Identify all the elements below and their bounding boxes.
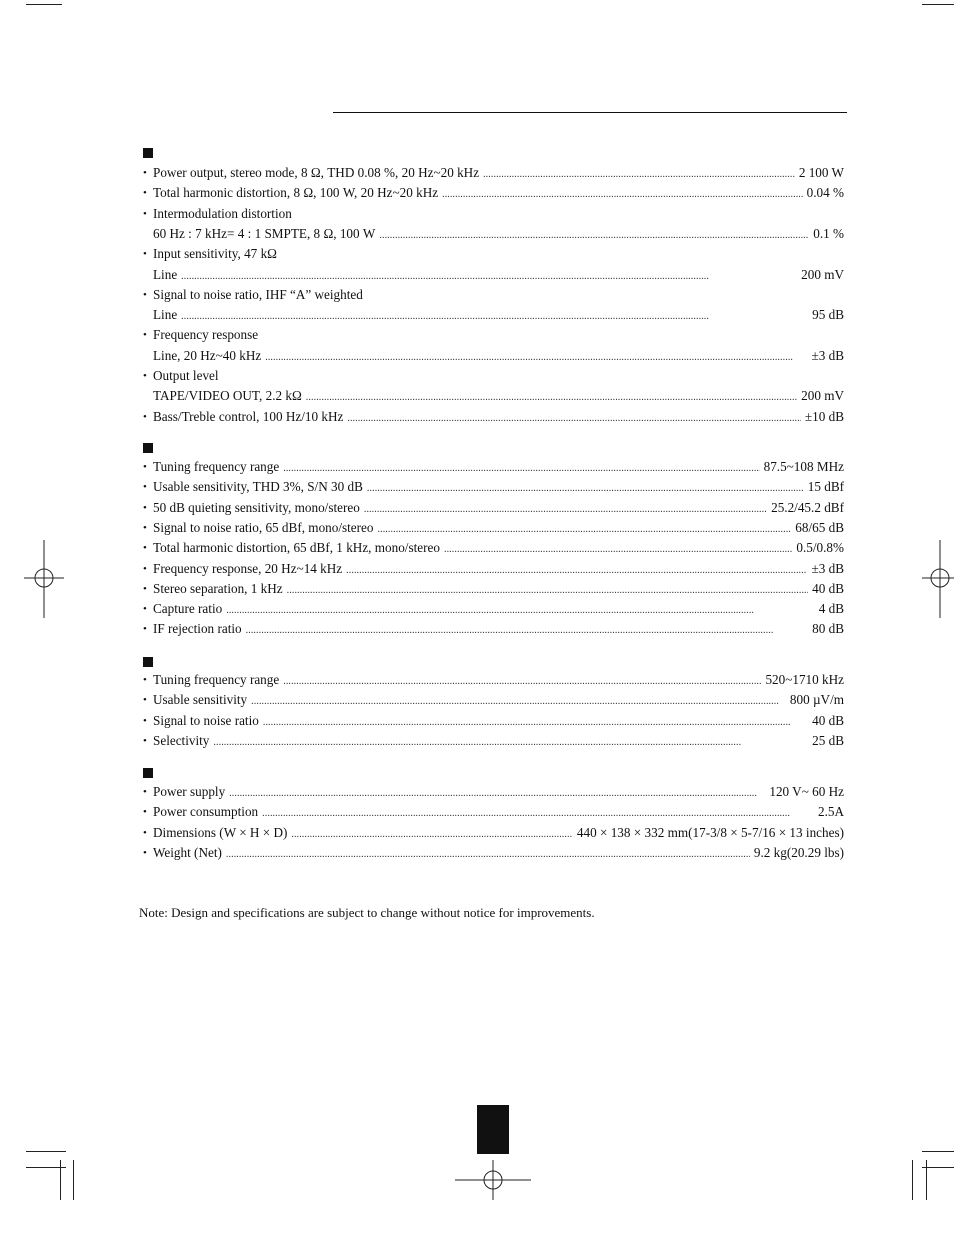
indent-spacer bbox=[143, 347, 153, 365]
spec-label: Weight (Net) bbox=[153, 844, 222, 860]
dot-leader bbox=[442, 184, 803, 202]
spec-row bbox=[143, 245, 844, 263]
indent-spacer bbox=[143, 266, 153, 284]
spec-label: Tuning frequency range bbox=[153, 459, 280, 474]
dot-leader bbox=[306, 387, 797, 405]
spec-label: Intermodulation distortion bbox=[153, 205, 292, 221]
spec-label: Power output, stereo mode, 8 Ω, THD 0.08 %, 20 Hz~20 kHz bbox=[153, 165, 480, 180]
spec-value: 2.5A bbox=[817, 804, 844, 820]
spec-value: 200 mV bbox=[801, 388, 844, 404]
bullet-icon: • bbox=[143, 674, 147, 686]
spec-value: 9.2 kg(20.29 lbs) bbox=[753, 844, 844, 860]
spec-value: 68/65 dB bbox=[795, 519, 844, 535]
bullet-icon: • bbox=[143, 734, 147, 747]
bullet-icon: • bbox=[143, 582, 147, 595]
section-marker bbox=[143, 148, 153, 158]
spec-value: ±3 dB bbox=[811, 560, 844, 576]
spec-row bbox=[143, 286, 844, 304]
bullet-icon: • bbox=[143, 370, 147, 382]
bullet-icon: • bbox=[143, 410, 147, 423]
spec-label: Tuning frequency range bbox=[153, 672, 280, 687]
spec-label: Power supply bbox=[153, 784, 226, 799]
spec-label: Dimensions (W × H × D) bbox=[153, 824, 288, 840]
spec-value: 0.5/0.8% bbox=[796, 540, 844, 556]
bullet-icon: • bbox=[143, 623, 147, 636]
registration-mark-icon bbox=[24, 540, 64, 618]
spec-row bbox=[143, 387, 844, 405]
spec-row bbox=[143, 499, 844, 517]
spec-label: Power consumption bbox=[153, 804, 259, 820]
bullet-icon: • bbox=[143, 542, 147, 555]
dot-leader bbox=[346, 560, 807, 578]
spec-label: Stereo separation, 1 kHz bbox=[153, 580, 283, 596]
bullet-icon: • bbox=[143, 207, 147, 220]
spec-value: 25 dB bbox=[812, 732, 844, 748]
section-marker bbox=[143, 657, 153, 667]
spec-value: 80 dB bbox=[812, 621, 844, 637]
bullet-icon: • bbox=[143, 694, 147, 707]
spec-row bbox=[143, 326, 844, 344]
spec-label: Signal to noise ratio, 65 dBf, mono/stereo bbox=[153, 519, 374, 535]
indent-spacer bbox=[143, 225, 153, 243]
dot-leader bbox=[379, 225, 809, 243]
dot-leader bbox=[181, 306, 808, 324]
spec-row bbox=[143, 519, 844, 537]
dot-leader bbox=[229, 783, 765, 801]
dot-leader bbox=[251, 691, 786, 709]
page-number-block bbox=[477, 1105, 509, 1154]
spec-row bbox=[143, 803, 844, 821]
bullet-icon: • bbox=[143, 461, 147, 473]
dot-leader bbox=[283, 458, 759, 476]
spec-label: Total harmonic distortion, 8 Ω, 100 W, 20 Hz~20 kHz bbox=[153, 185, 439, 201]
spec-label: 60 Hz : 7 kHz= 4 : 1 SMPTE, 8 Ω, 100 W bbox=[153, 225, 376, 241]
bullet-icon: • bbox=[143, 329, 147, 342]
dot-leader bbox=[226, 844, 750, 862]
bullet-icon: • bbox=[143, 846, 147, 859]
spec-label: Bass/Treble control, 100 Hz/10 kHz bbox=[153, 408, 344, 424]
spec-row bbox=[143, 408, 844, 426]
section-marker bbox=[143, 768, 153, 778]
spec-value: 0.1 % bbox=[813, 225, 844, 241]
spec-label: Output level bbox=[153, 368, 219, 383]
spec-row bbox=[143, 732, 844, 750]
dot-leader bbox=[283, 671, 761, 689]
spec-label: TAPE/VIDEO OUT, 2.2 kΩ bbox=[153, 388, 302, 404]
bullet-icon: • bbox=[143, 481, 147, 494]
spec-value: 0.04 % bbox=[806, 185, 844, 201]
spec-label: Total harmonic distortion, 65 dBf, 1 kHz, mono/stereo bbox=[153, 540, 440, 556]
spec-label: Line, 20 Hz~40 kHz bbox=[153, 347, 262, 363]
bullet-icon: • bbox=[143, 167, 147, 179]
spec-value: 40 dB bbox=[812, 580, 844, 596]
dot-leader bbox=[213, 732, 808, 750]
bullet-icon: • bbox=[143, 786, 147, 798]
spec-label: Usable sensitivity, THD 3%, S/N 30 dB bbox=[153, 479, 363, 495]
spec-row bbox=[143, 600, 844, 618]
spec-row bbox=[143, 184, 844, 202]
bullet-icon: • bbox=[143, 806, 147, 819]
spec-label: Signal to noise ratio bbox=[153, 712, 259, 728]
spec-value: 95 dB bbox=[812, 307, 844, 323]
dot-leader bbox=[262, 803, 814, 821]
spec-value: 440 × 138 × 332 mm(17-3/8 × 5-7/16 × 13 inches) bbox=[576, 824, 844, 840]
spec-row bbox=[143, 478, 844, 496]
spec-row bbox=[143, 458, 844, 476]
dot-leader bbox=[367, 478, 804, 496]
spec-row bbox=[143, 560, 844, 578]
spec-label: 50 dB quieting sensitivity, mono/stereo bbox=[153, 499, 360, 515]
crop-mark bbox=[926, 1160, 927, 1200]
spec-label: IF rejection ratio bbox=[153, 621, 242, 637]
indent-spacer bbox=[143, 387, 153, 405]
spec-value: 2 100 W bbox=[798, 165, 844, 180]
spec-value: 40 dB bbox=[812, 712, 844, 728]
note-text: Note: Design and specifications are subject to change without notice for improvements. bbox=[139, 905, 595, 920]
spec-row bbox=[143, 164, 844, 182]
bullet-icon: • bbox=[143, 248, 147, 261]
crop-mark bbox=[26, 4, 62, 5]
spec-label: Selectivity bbox=[153, 732, 210, 748]
spec-row bbox=[143, 844, 844, 862]
dot-leader bbox=[287, 580, 808, 598]
spec-label: Line bbox=[153, 266, 178, 282]
spec-label: Capture ratio bbox=[153, 601, 223, 617]
bullet-icon: • bbox=[143, 521, 147, 534]
spec-row bbox=[143, 712, 844, 730]
spec-row bbox=[143, 824, 844, 842]
spec-row bbox=[143, 225, 844, 243]
spec-value: 87.5~108 MHz bbox=[763, 459, 844, 474]
spec-row bbox=[143, 266, 844, 284]
spec-row bbox=[143, 671, 844, 689]
registration-mark-icon bbox=[922, 540, 954, 618]
bullet-icon: • bbox=[143, 714, 147, 727]
bullet-icon: • bbox=[143, 562, 147, 575]
crop-mark bbox=[912, 1160, 913, 1200]
spec-value: 800 µV/m bbox=[789, 692, 844, 708]
bullet-icon: • bbox=[143, 501, 147, 514]
crop-mark bbox=[73, 1160, 74, 1200]
spec-row bbox=[143, 691, 844, 709]
bullet-icon: • bbox=[143, 187, 147, 200]
spec-row bbox=[143, 580, 844, 598]
dot-leader bbox=[347, 408, 801, 426]
spec-value: 520~1710 kHz bbox=[765, 672, 844, 687]
spec-label: Signal to noise ratio, IHF “A” weighted bbox=[153, 286, 363, 302]
spec-value: ±3 dB bbox=[811, 347, 844, 363]
spec-row bbox=[143, 205, 844, 223]
spec-label: Usable sensitivity bbox=[153, 692, 248, 708]
spec-label: Input sensitivity, 47 kΩ bbox=[153, 246, 277, 262]
spec-label: Frequency response, 20 Hz~14 kHz bbox=[153, 560, 343, 576]
spec-value: 15 dBf bbox=[807, 479, 844, 495]
bullet-icon: • bbox=[143, 826, 147, 839]
dot-leader bbox=[246, 620, 809, 638]
dot-leader bbox=[364, 499, 767, 517]
dot-leader bbox=[226, 600, 815, 618]
spec-value: 200 mV bbox=[801, 266, 844, 282]
registration-mark-icon bbox=[455, 1160, 531, 1200]
dot-leader bbox=[378, 519, 792, 537]
dot-leader bbox=[444, 539, 792, 557]
spec-value: 120 V~ 60 Hz bbox=[769, 784, 844, 799]
spec-row bbox=[143, 539, 844, 557]
spec-label: Line bbox=[153, 307, 178, 323]
bullet-icon: • bbox=[143, 603, 147, 616]
spec-row bbox=[143, 620, 844, 638]
spec-value: 4 dB bbox=[818, 601, 844, 617]
dot-leader bbox=[265, 347, 807, 365]
header-rule bbox=[333, 112, 847, 113]
crop-mark bbox=[922, 4, 954, 5]
dot-leader bbox=[263, 712, 808, 730]
spec-value: ±10 dB bbox=[804, 408, 844, 424]
spec-row bbox=[143, 306, 844, 324]
crop-mark bbox=[60, 1160, 61, 1200]
spec-label: Frequency response bbox=[153, 327, 259, 343]
crop-mark bbox=[26, 1151, 66, 1152]
spec-row bbox=[143, 783, 844, 801]
spec-row bbox=[143, 367, 844, 385]
dot-leader bbox=[483, 164, 795, 182]
section-marker bbox=[143, 443, 153, 453]
indent-spacer bbox=[143, 306, 153, 324]
crop-mark bbox=[922, 1151, 954, 1152]
dot-leader bbox=[291, 824, 572, 842]
bullet-icon: • bbox=[143, 288, 147, 301]
spec-row bbox=[143, 347, 844, 365]
dot-leader bbox=[181, 266, 797, 284]
spec-value: 25.2/45.2 dBf bbox=[771, 499, 844, 515]
